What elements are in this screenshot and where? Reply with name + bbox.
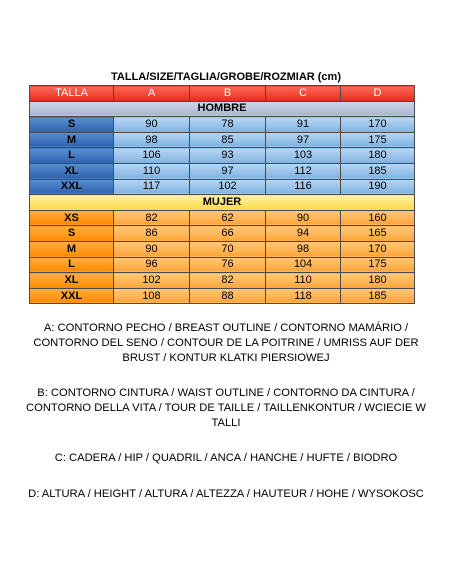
size-label-cell: L xyxy=(30,148,114,164)
table-row xyxy=(30,179,415,195)
table-row xyxy=(30,148,415,164)
measure-cell: 78 xyxy=(190,117,266,133)
note-d-text: D: ALTURA / HEIGHT / ALTURA / ALTEZZA / HAUTEUR / HOHE / WYSOKOSC xyxy=(28,488,424,500)
table-header-row xyxy=(30,86,415,102)
note-c-text: C: CADERA / HIP / QUADRIL / ANCA / HANCHE / HUFTE / BIODRO xyxy=(54,452,398,464)
measure-cell: 112 xyxy=(266,163,341,179)
table-row xyxy=(30,257,415,273)
measure-cell: 90 xyxy=(114,117,190,133)
measure-cell: 110 xyxy=(114,163,190,179)
header-cell: D xyxy=(341,86,415,102)
measure-cell: 97 xyxy=(190,163,266,179)
header-cell: C xyxy=(266,86,341,102)
measure-cell: 185 xyxy=(341,288,415,304)
measure-cell: 104 xyxy=(266,257,341,273)
measure-cell: 102 xyxy=(190,179,266,195)
measure-cell: 70 xyxy=(190,241,266,257)
size-table xyxy=(29,85,415,304)
measure-cell: 185 xyxy=(341,163,415,179)
table-row xyxy=(30,210,415,226)
measure-cell: 94 xyxy=(266,226,341,242)
measure-cell: 90 xyxy=(114,241,190,257)
size-label-cell: XL xyxy=(30,273,114,289)
size-label-cell: XS xyxy=(30,210,114,226)
measure-cell: 66 xyxy=(190,226,266,242)
size-label-cell: M xyxy=(30,132,114,148)
note-b xyxy=(22,386,430,431)
measure-cell: 93 xyxy=(190,148,266,164)
measure-cell: 110 xyxy=(266,273,341,289)
measure-cell: 96 xyxy=(114,257,190,273)
size-label-cell: XXL xyxy=(30,179,114,195)
table-row xyxy=(30,117,415,133)
measure-cell: 91 xyxy=(266,117,341,133)
note-c xyxy=(22,451,430,466)
measure-cell: 175 xyxy=(341,132,415,148)
measure-cell: 97 xyxy=(266,132,341,148)
header-cell: A xyxy=(114,86,190,102)
measure-cell: 82 xyxy=(190,273,266,289)
size-label-cell: L xyxy=(30,257,114,273)
section-men-row xyxy=(30,101,415,117)
measure-cell: 85 xyxy=(190,132,266,148)
measure-cell: 118 xyxy=(266,288,341,304)
measure-cell: 116 xyxy=(266,179,341,195)
size-label-cell: XXL xyxy=(30,288,114,304)
measure-cell: 62 xyxy=(190,210,266,226)
note-a-text: A: CONTORNO PECHO / BREAST OUTLINE / CONTORNO MAMÁRIO / CONTORNO DEL SENO / CONTOUR DE LA POITRINE / UMRISS AUF DER BRUST / KONTUR KLATKI PIERSIOWEJ xyxy=(33,322,419,364)
size-label-cell: M xyxy=(30,241,114,257)
table-row xyxy=(30,288,415,304)
measure-cell: 102 xyxy=(114,273,190,289)
size-label-cell: S xyxy=(30,226,114,242)
measure-cell: 103 xyxy=(266,148,341,164)
note-b-text: B: CONTORNO CINTURA / WAIST OUTLINE / CONTORNO DA CINTURA / CONTORNO DELLA VITA / TOUR DE TAILLE / TAILLENKONTUR / WCIECIE W TALLI xyxy=(26,387,426,429)
measure-cell: 82 xyxy=(114,210,190,226)
measure-cell: 160 xyxy=(341,210,415,226)
measure-cell: 170 xyxy=(341,117,415,133)
measure-cell: 190 xyxy=(341,179,415,195)
table-row xyxy=(30,163,415,179)
measure-cell: 90 xyxy=(266,210,341,226)
measure-cell: 175 xyxy=(341,257,415,273)
measure-cell: 165 xyxy=(341,226,415,242)
measure-cell: 98 xyxy=(114,132,190,148)
measure-cell: 106 xyxy=(114,148,190,164)
table-row xyxy=(30,132,415,148)
table-row xyxy=(30,226,415,242)
note-d xyxy=(22,487,430,502)
measure-cell: 170 xyxy=(341,241,415,257)
header-cell: TALLA xyxy=(30,86,114,102)
size-label-cell: S xyxy=(30,117,114,133)
size-label-cell: XL xyxy=(30,163,114,179)
measure-cell: 88 xyxy=(190,288,266,304)
section-label-men: HOMBRE xyxy=(30,101,415,117)
section-women-row xyxy=(30,195,415,211)
measure-cell: 86 xyxy=(114,226,190,242)
measure-cell: 117 xyxy=(114,179,190,195)
section-label-women: MUJER xyxy=(30,195,415,211)
measure-cell: 180 xyxy=(341,273,415,289)
chart-title: TALLA/SIZE/TAGLIA/GROBE/ROZMIAR (cm) xyxy=(111,71,341,83)
note-a xyxy=(22,321,430,366)
measure-cell: 76 xyxy=(190,257,266,273)
table-row xyxy=(30,241,415,257)
table-row xyxy=(30,273,415,289)
header-cell: B xyxy=(190,86,266,102)
measure-cell: 108 xyxy=(114,288,190,304)
measure-cell: 180 xyxy=(341,148,415,164)
measure-cell: 98 xyxy=(266,241,341,257)
